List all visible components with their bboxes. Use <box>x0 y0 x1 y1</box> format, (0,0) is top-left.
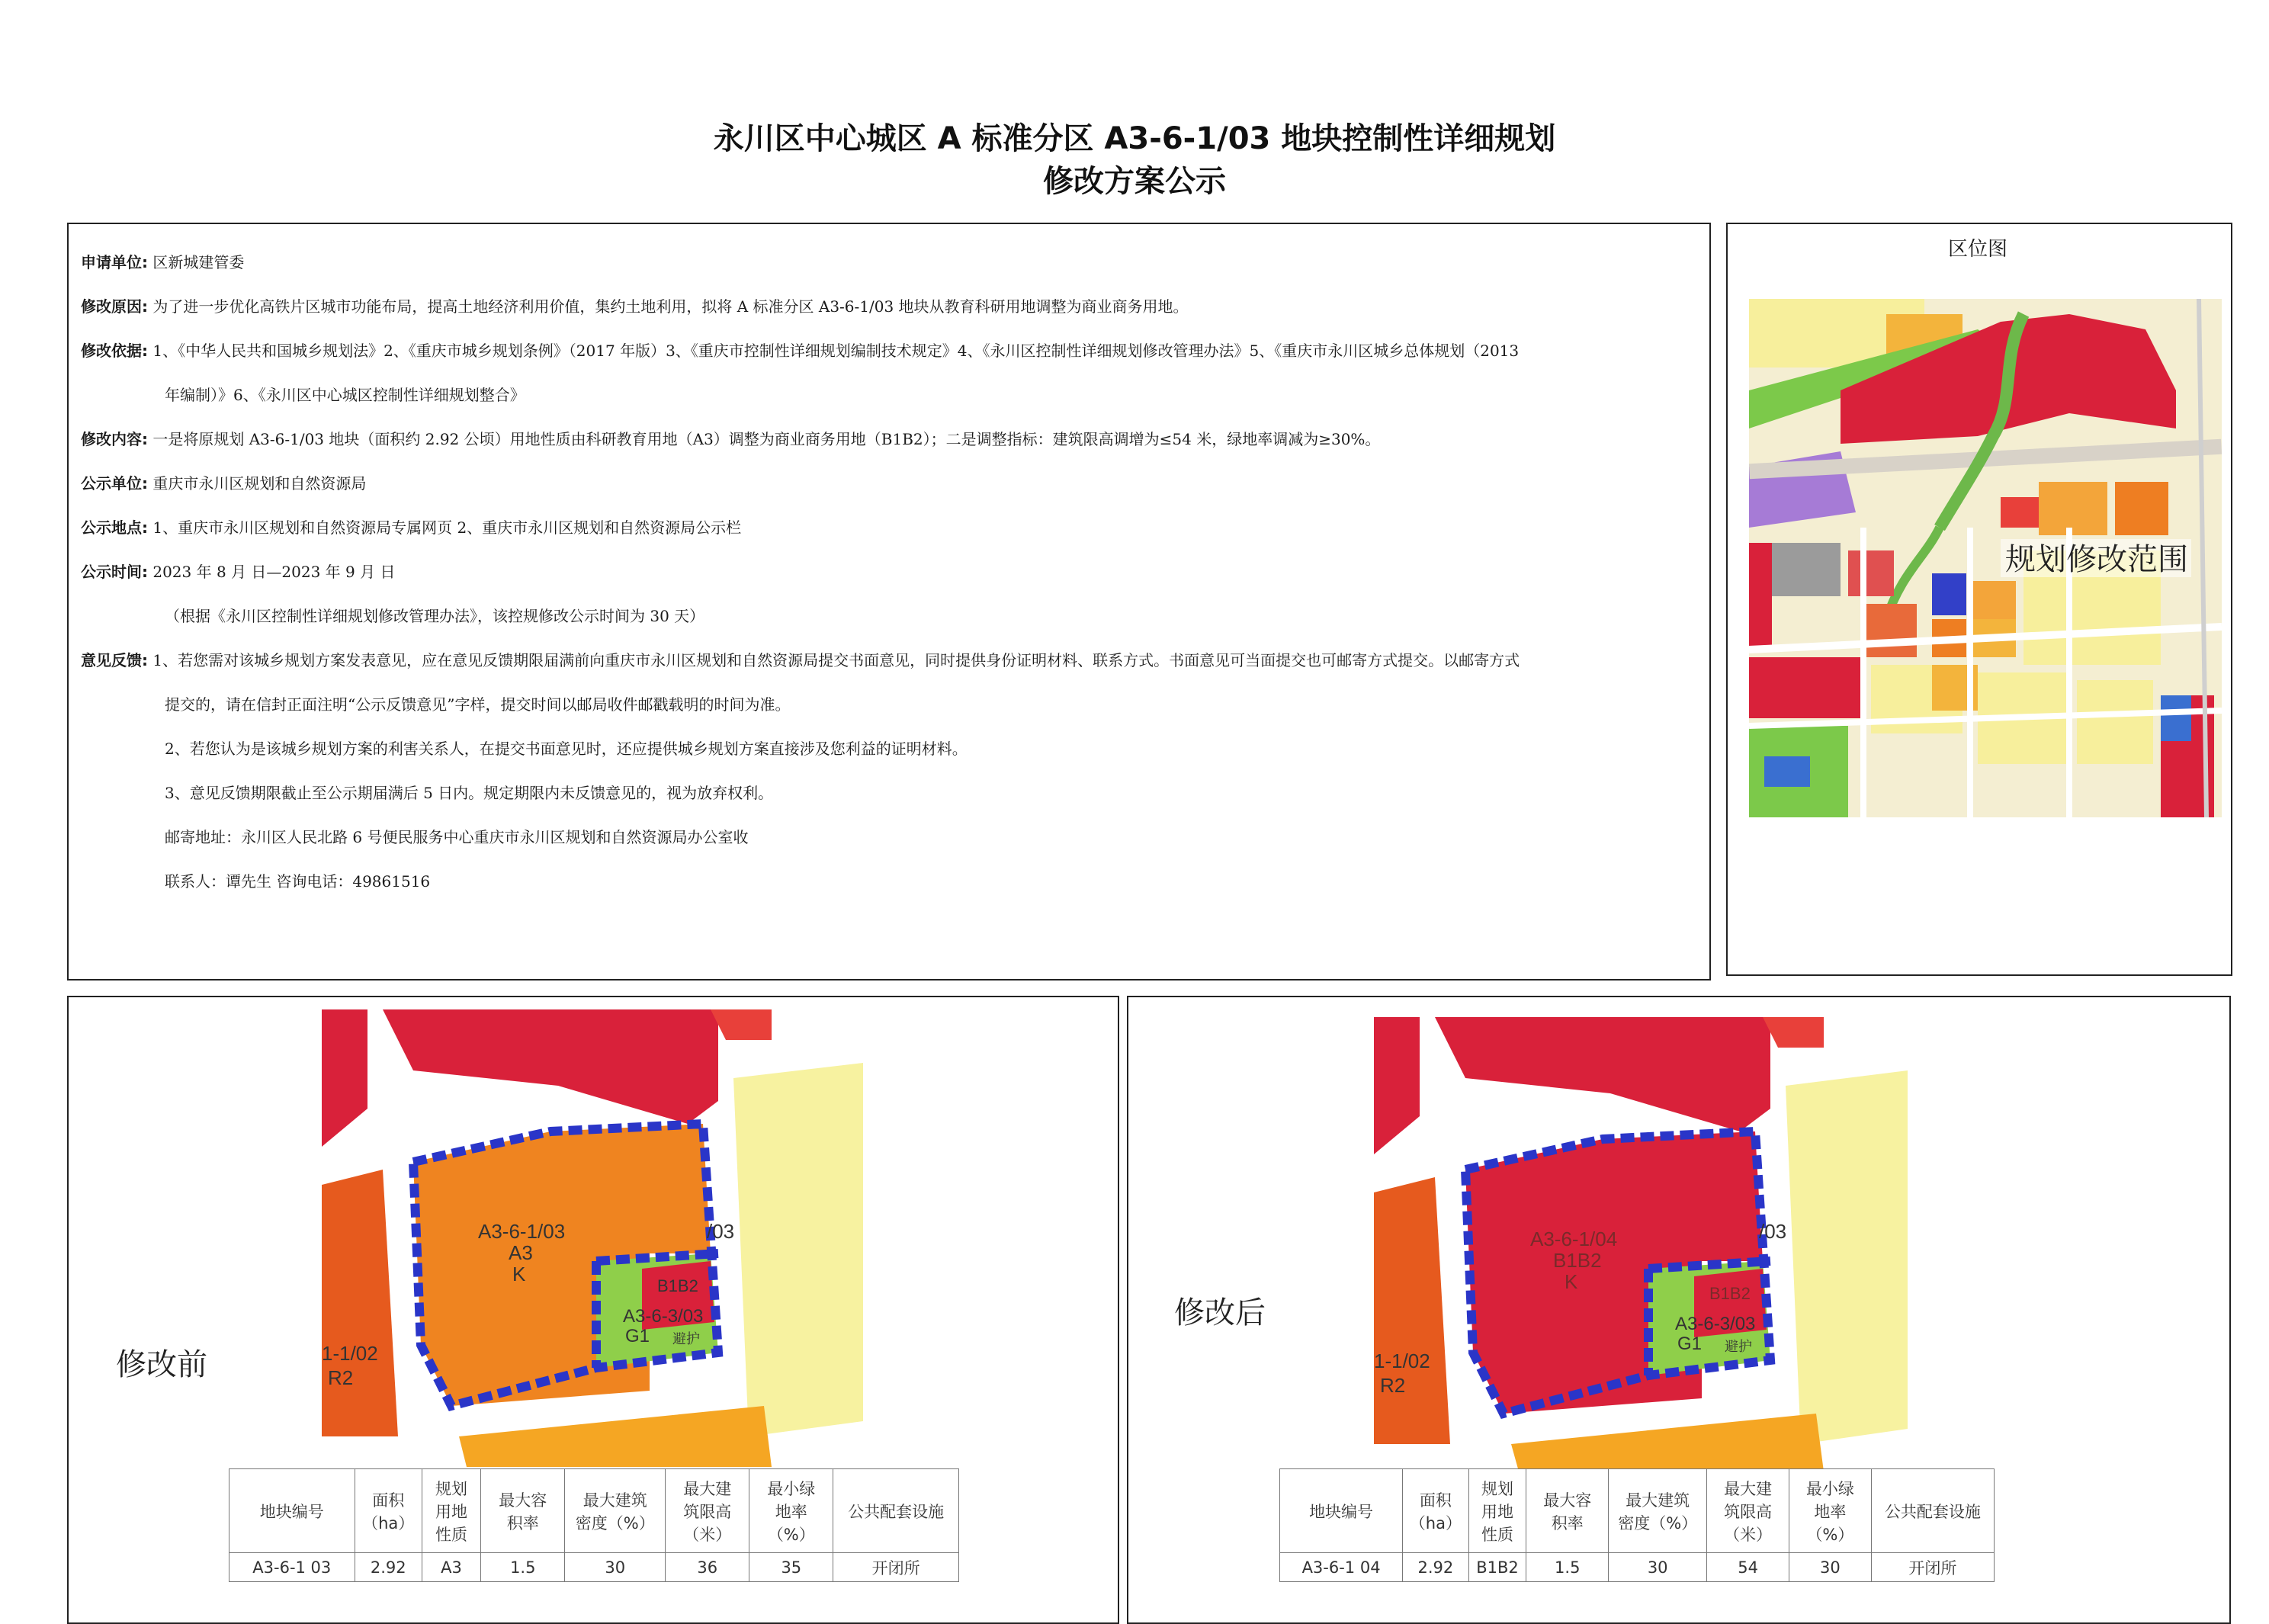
info-panel <box>67 223 1711 980</box>
basis-row <box>81 340 1519 361</box>
applicant-row <box>81 252 244 273</box>
after-side-use: R2 <box>1380 1374 1406 1397</box>
before-green-use: G1 <box>625 1326 650 1346</box>
content-row <box>81 428 1380 450</box>
before-th-density: 最大建筑 密度（%） <box>565 1469 666 1553</box>
after-th-id: 地块编号 <box>1280 1469 1403 1553</box>
after-green-use: G1 <box>1677 1334 1703 1354</box>
after-index-table <box>1279 1468 1995 1582</box>
feedback-1b: 提交的，请在信封正面注明“公示反馈意见”字样，提交时间以邮局收件邮戳载明的时间为准。 <box>165 695 791 714</box>
basis-value-1: 1、《中华人民共和国城乡规划法》2、《重庆市城乡规划条例》（2017 年版）3、《重庆市控制性详细规划编制技术规定》4、《永川区控制性详细规划修改管理办法》5、《重庆市永川区城乡总体规划（2013 <box>152 342 1520 360</box>
after-neighbor-b1b2: B1B2 <box>1709 1284 1751 1303</box>
before-parcel-use: A3 <box>509 1241 533 1264</box>
basis-value-2: 年编制）》6、《永川区中心城区控制性详细规划整合》 <box>165 386 525 404</box>
place-row <box>81 517 741 538</box>
planning-scope-label: 规划修改范围 <box>2005 543 2188 576</box>
before-th-height: 最大建 筑限高 （米） <box>666 1469 749 1553</box>
before-th-far: 最大容 积率 <box>481 1469 565 1553</box>
after-side-id: 1-1/02 <box>1374 1350 1430 1372</box>
place-label: 公示地点: <box>81 518 148 537</box>
applicant-label: 申请单位: <box>81 253 148 271</box>
after-td-green: 30 <box>1789 1553 1872 1582</box>
after-th-use: 规划 用地 性质 <box>1468 1469 1526 1553</box>
before-td-use: A3 <box>422 1553 480 1582</box>
after-parcel-id: A3-6-1/04 <box>1530 1228 1618 1250</box>
after-th-height: 最大建 筑限高 （米） <box>1707 1469 1789 1553</box>
publisher-label: 公示单位: <box>81 474 148 493</box>
page-title: 永川区中心城区 A 标准分区 A3-6-1/03 地块控制性详细规划 <box>713 121 1556 156</box>
feedback-row <box>81 650 1520 671</box>
time-note: （根据《永川区控制性详细规划修改管理办法》，该控规修改公示时间为 30 天） <box>165 607 705 625</box>
after-th-facility: 公共配套设施 <box>1871 1469 1994 1553</box>
basis-label: 修改依据: <box>81 342 148 360</box>
after-td-far: 1.5 <box>1526 1553 1609 1582</box>
after-green-note: 避护 <box>1725 1339 1752 1354</box>
applicant-value: 区新城建管委 <box>152 253 245 271</box>
after-td-height: 54 <box>1707 1553 1789 1582</box>
location-map <box>1749 299 2222 817</box>
after-td-use: B1B2 <box>1468 1553 1526 1582</box>
before-neighbor-b1b2: B1B2 <box>657 1276 698 1295</box>
after-th-green: 最小绿 地率 （%） <box>1789 1469 1872 1553</box>
after-th-area: 面积 （ha） <box>1403 1469 1468 1553</box>
after-th-far: 最大容 积率 <box>1526 1469 1609 1553</box>
before-th-use: 规划 用地 性质 <box>422 1469 480 1553</box>
publisher-row <box>81 473 366 494</box>
after-parcel-k: K <box>1565 1270 1578 1293</box>
location-map-title: 区位图 <box>1947 238 2007 261</box>
after-green-id: A3-6-3/03 <box>1675 1314 1756 1334</box>
time-value: 2023 年 8 月 日—2023 年 9 月 日 <box>152 563 396 581</box>
after-neighbor-03: /03 <box>1759 1220 1787 1243</box>
before-td-area: 2.92 <box>355 1553 422 1582</box>
before-td-id: A3-6-1 03 <box>229 1553 355 1582</box>
after-td-area: 2.92 <box>1403 1553 1468 1582</box>
after-parcel-use: B1B2 <box>1553 1249 1602 1272</box>
feedback-label: 意见反馈: <box>81 651 148 669</box>
page-subtitle: 修改方案公示 <box>1043 164 1226 199</box>
reason-value: 为了进一步优化高铁片区城市功能布局，提高土地经济利用价值，集约土地利用，拟将 A 标准分区 A3-6-1/03 地块从教育科研用地调整为商业商务用地。 <box>152 297 1189 316</box>
after-map <box>1374 1017 1908 1472</box>
before-side-use: R2 <box>328 1366 354 1389</box>
time-label: 公示时间: <box>81 563 148 581</box>
time-row <box>81 561 395 583</box>
before-td-density: 30 <box>565 1553 666 1582</box>
after-caption: 修改后 <box>1174 1295 1266 1330</box>
feedback-3: 3、意见反馈期限截止至公示期届满后 5 日内。规定期限内未反馈意见的，视为放弃权利。 <box>165 784 774 802</box>
mailing-address: 邮寄地址：永川区人民北路 6 号便民服务中心重庆市永川区规划和自然资源局办公室收 <box>165 828 749 846</box>
before-green-id: A3-6-3/03 <box>623 1306 704 1327</box>
after-td-facility: 开闭所 <box>1871 1553 1994 1582</box>
before-index-table <box>229 1468 959 1582</box>
after-td-density: 30 <box>1609 1553 1707 1582</box>
after-th-density: 最大建筑 密度（%） <box>1609 1469 1707 1553</box>
before-neighbor-03: /03 <box>707 1220 735 1243</box>
reason-row <box>81 296 1189 317</box>
before-th-facility: 公共配套设施 <box>833 1469 959 1553</box>
before-green-note: 避护 <box>672 1331 700 1346</box>
feedback-1a: 1、若您需对该城乡规划方案发表意见，应在意见反馈期限届满前向重庆市永川区规划和自然资源局提交书面意见，同时提供身份证明材料、联系方式。书面意见可当面提交也可邮寄方式提交。以邮寄方式 <box>152 651 1520 669</box>
before-parcel-k: K <box>512 1263 526 1285</box>
reason-label: 修改原因: <box>81 297 148 316</box>
before-th-id: 地块编号 <box>229 1469 355 1553</box>
before-td-height: 36 <box>666 1553 749 1582</box>
before-th-area: 面积 （ha） <box>355 1469 422 1553</box>
before-td-facility: 开闭所 <box>833 1553 959 1582</box>
content-label: 修改内容: <box>81 430 148 448</box>
before-map <box>322 1009 863 1467</box>
place-value: 1、重庆市永川区规划和自然资源局专属网页 2、重庆市永川区规划和自然资源局公示栏 <box>152 518 742 537</box>
publisher-value: 重庆市永川区规划和自然资源局 <box>152 474 367 493</box>
content-value: 一是将原规划 A3-6-1/03 地块（面积约 2.92 公顷）用地性质由科研教育用地（A3）调整为商业商务用地（B1B2）；二是调整指标：建筑限高调增为≤54 米，绿地率调减为≥30%。 <box>152 430 1381 448</box>
before-td-far: 1.5 <box>481 1553 565 1582</box>
after-td-id: A3-6-1 04 <box>1280 1553 1403 1582</box>
before-parcel-id: A3-6-1/03 <box>478 1220 566 1243</box>
before-td-green: 35 <box>749 1553 833 1582</box>
feedback-2: 2、若您认为是该城乡规划方案的利害关系人，在提交书面意见时，还应提供城乡规划方案直接涉及您利益的证明材料。 <box>165 740 968 758</box>
before-th-green: 最小绿 地率 （%） <box>749 1469 833 1553</box>
before-side-id: 1-1/02 <box>322 1342 378 1365</box>
before-caption: 修改前 <box>116 1347 207 1382</box>
contact-info: 联系人：谭先生 咨询电话：49861516 <box>165 872 431 891</box>
